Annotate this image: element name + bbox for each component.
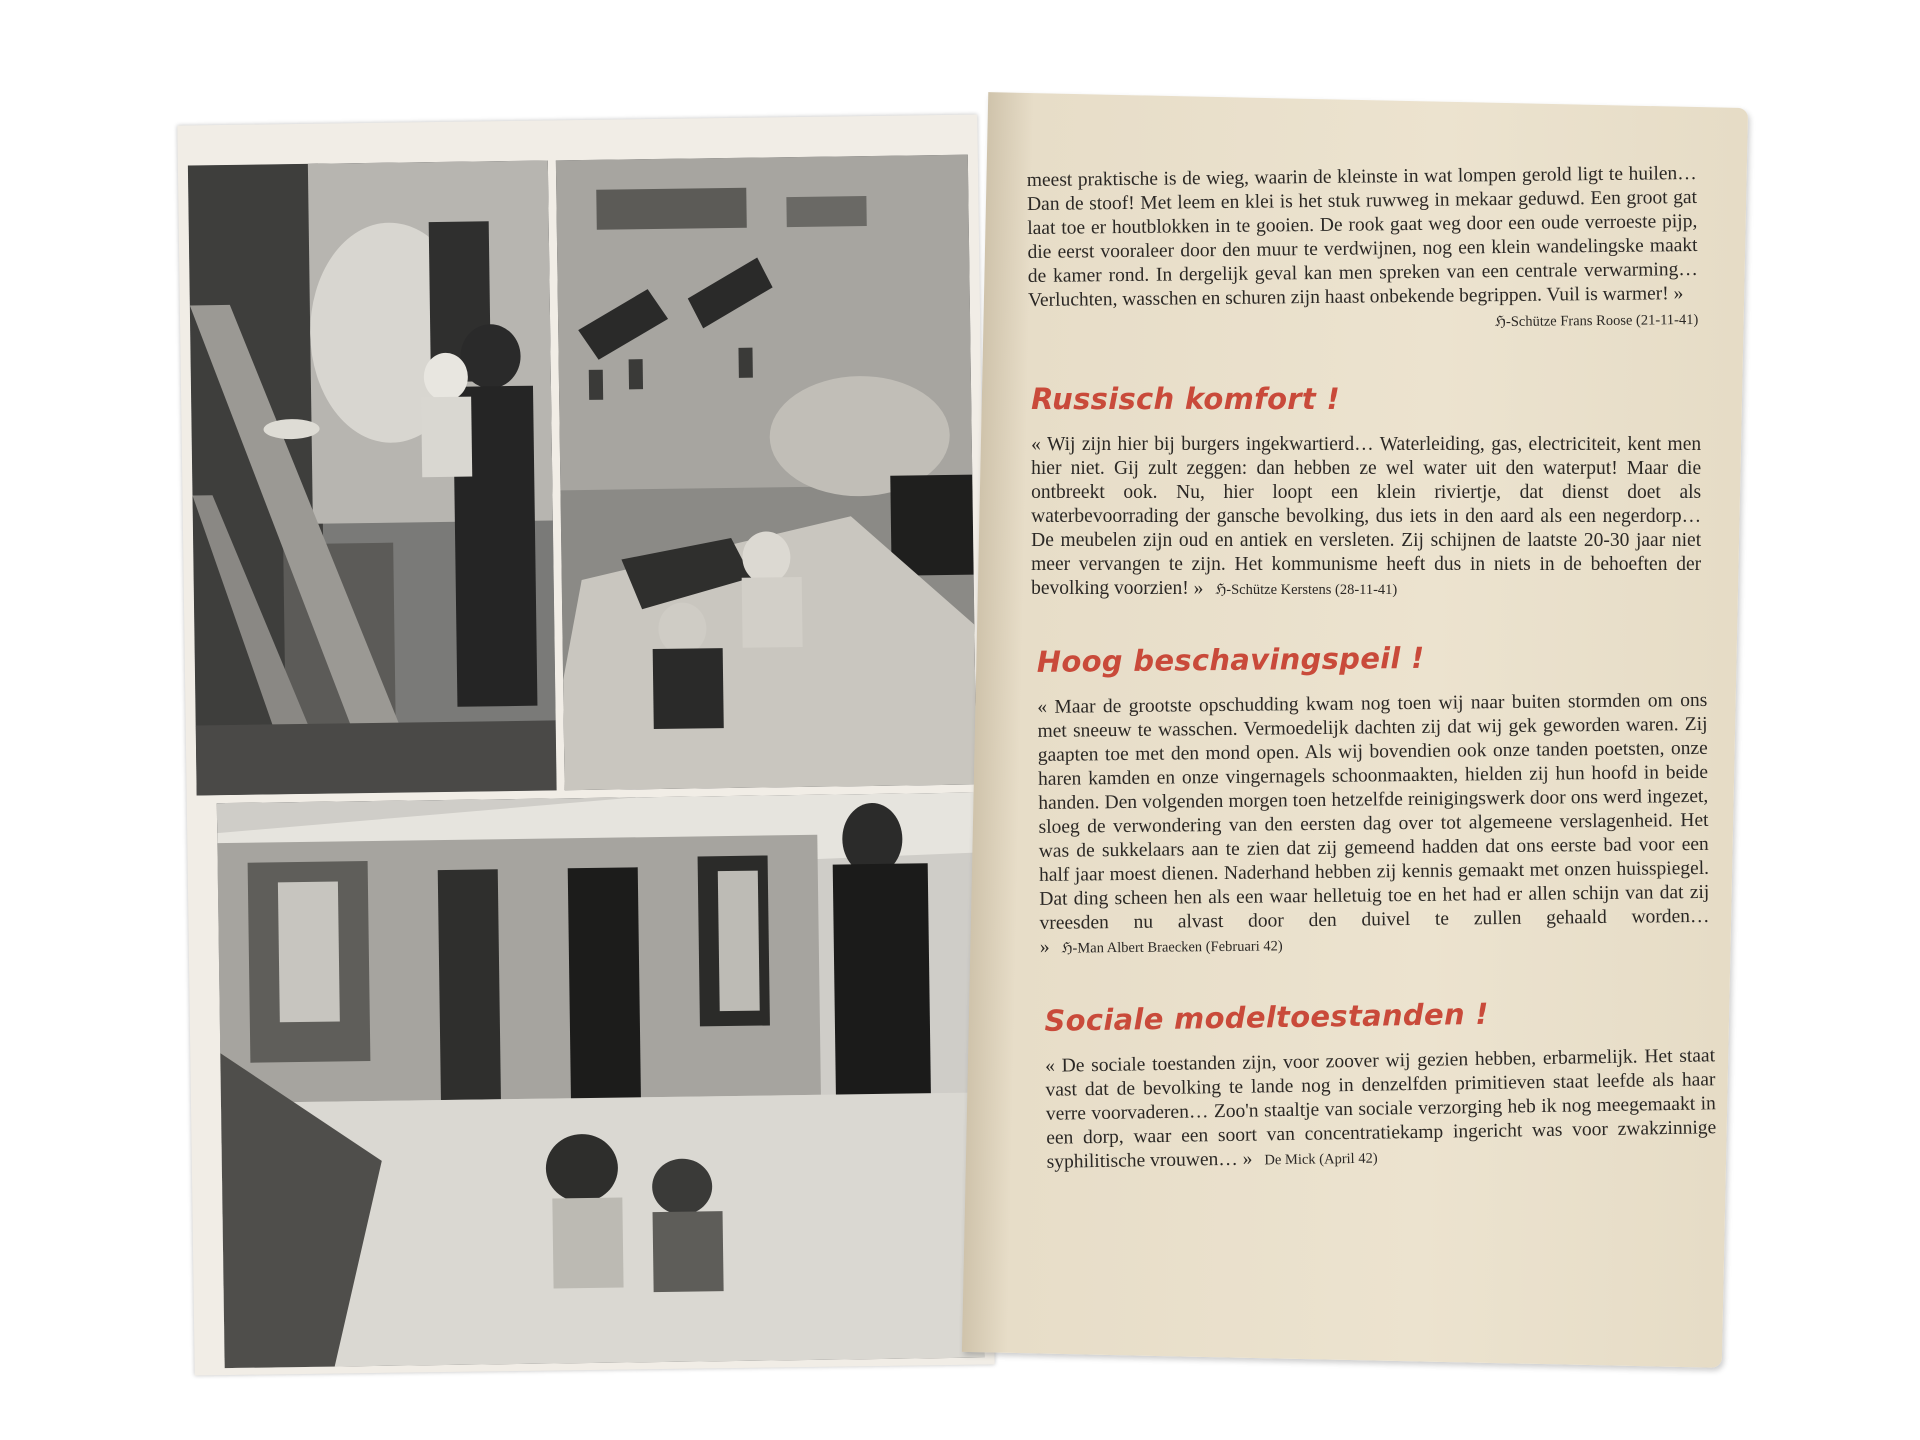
section-paragraph xyxy=(1031,433,1701,602)
section-heading: Russisch komfort ! xyxy=(1031,381,1340,416)
intro-signature: ℌ-Schütze Frans Roose (21-11-41) xyxy=(1494,311,1699,331)
section-sociale-modeltoestanden xyxy=(1044,992,1717,1176)
section-signature: ℌ-Man Albert Braecken (Februari 42) xyxy=(1061,938,1283,957)
intro-paragraph: meest praktische is de wieg, waarin de kleinste in wat lompen gerold ligt te huilen… Dan de stoof! Met leem en klei is het stuk ruwweg in mekaar geduwd. Een groot gat laat toe er houtblokken in te gooien. De rook gaat weg door een oude verroeste pijp, die eerst vooraleer door den muur te verdwijnen, nog een klein wandelingske maakt de kamer rond. In dergelijk geval kan men spreken van een centrale verwarming… Verluchten, wasschen en schuren zijn haast onbekende begrippen. Vuil is warmer! » xyxy=(1026,162,1698,311)
left-page xyxy=(177,114,994,1375)
intro-section xyxy=(1027,162,1699,339)
section-paragraph xyxy=(1037,689,1710,961)
section-text: « De sociale toestanden zijn, voor zoover wij gezien hebben, erbarmelijk. Het staat vast dat de bevolking te lande nog in denzelfden primitieven staat leefde als haar verre voorvaderen… Zoo'n staaltje van sociale verzorging heb ik nog meegemaakt in een dorp, waar een soort van concentratiekamp ingericht was voor zwakzinnige syphilitische vrouwen… » xyxy=(1044,1045,1717,1173)
section-paragraph xyxy=(1045,1044,1717,1176)
section-russisch-komfort xyxy=(1031,381,1701,602)
photo-interior-woman-child xyxy=(188,160,557,795)
section-text: « Wij zijn hier bij burgers ingekwartierd… Waterleiding, gas, electriciteit, kent men hier niet. Gij zult zeggen: dan hebben ze wel water uit den waterput! Maar die ontbreekt ook. Nu, hier loopt een klein riviertje, dat dienst doet als waterbevoorrading der gansche bevolking, dus iets in den aard als een negerdorp… De meubelen zijn oud en antiek en versleten. Zij schijnen de laatste 20-30 jaar niet meer vervangen te zijn. Het kommunisme heeft dus in niets in de behoeften der bevolking voorzien! » xyxy=(1031,433,1702,599)
section-text: « Maar de grootste opschudding kwam nog toen wij naar buiten stormden om ons met sneeuw te wasschen. Vermoedelijk dachten zij dat wij gek geworden waren. Zij gaapten toe met den mond open. Als wij bovendien ook onze tanden poetsten, onze haren kamden en onze vingernagels schoonmaakten, hielden zij hun hoofd in beide handen. Den volgenden morgen toen hetzelfde reinigingswerk door ons werd ingezet, sloeg de verwondering van den eersten dag over tot algemeene verslagenheid. Het was de sukkelaars aan te zien dat zij gemeend hadden dat ons eerste bad voor een half jaar moest dienen. Naderhand hebben zij kennis gemaakt met onzen huisspiegel. Dat ding scheen hen als een waar helletuig toe en het had er allen schijn van dat zij vreesden nu alvast door den duivel te zullen gehaald worden… » xyxy=(1037,689,1710,958)
section-hoog-beschavingspeil xyxy=(1037,637,1710,961)
photo-street-ruins-children xyxy=(217,793,985,1369)
section-heading: Hoog beschavingspeil ! xyxy=(1036,640,1425,679)
section-heading: Sociale modeltoestanden ! xyxy=(1044,996,1490,1038)
section-signature: De Mick (April 42) xyxy=(1264,1150,1378,1169)
photo-interior-children-bedding xyxy=(556,155,977,791)
right-page xyxy=(962,92,1748,1368)
section-signature: ℌ-Schütze Kerstens (28-11-41) xyxy=(1215,581,1398,598)
article-text xyxy=(1027,155,1718,1176)
